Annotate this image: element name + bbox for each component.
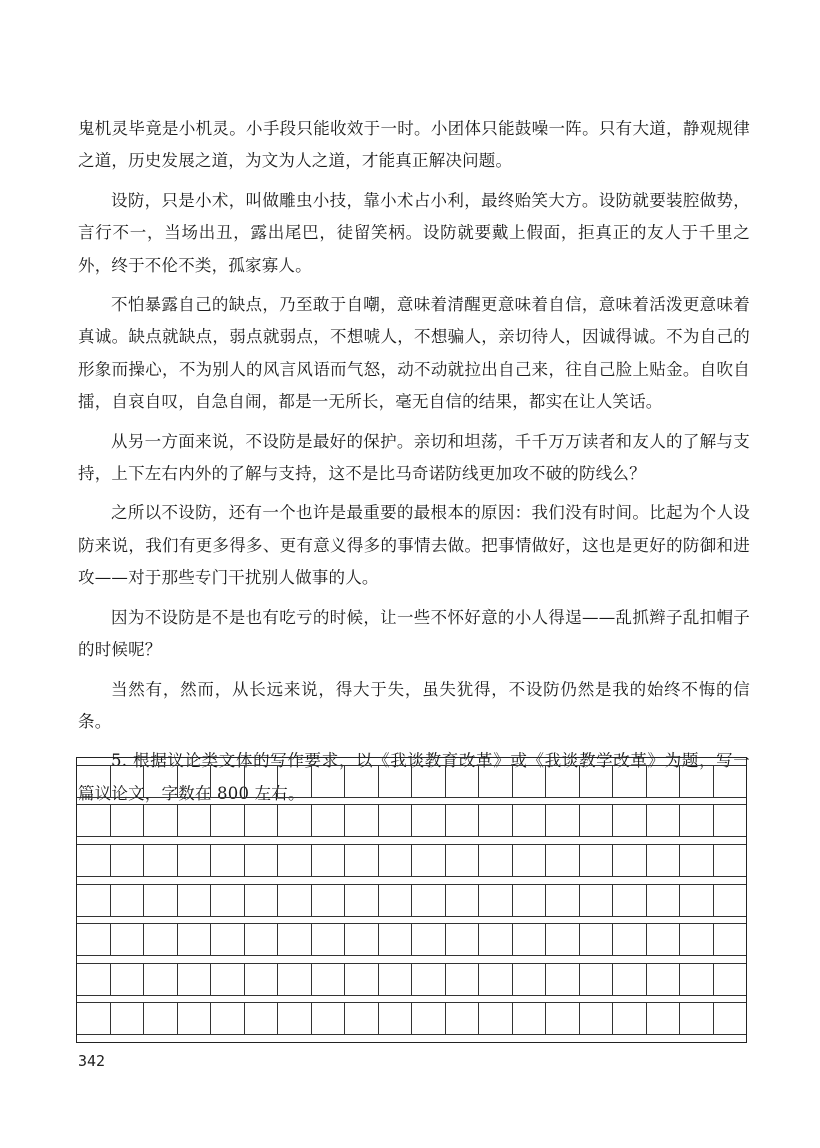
grid-cell[interactable] [77, 804, 111, 837]
grid-cell[interactable] [278, 923, 312, 956]
grid-cell[interactable] [580, 884, 614, 917]
grid-cell[interactable] [278, 884, 312, 917]
grid-cell[interactable] [178, 884, 212, 917]
grid-cell[interactable] [379, 923, 413, 956]
grid-cell[interactable] [278, 804, 312, 837]
grid-cell[interactable] [412, 1002, 446, 1035]
exercise-prompt: 5. 根据议论类文体的写作要求，以《我谈教育改革》或《我谈教学改革》为题，写一篇议论文，字数在 800 左右。 [78, 751, 750, 803]
grid-cell[interactable] [546, 923, 580, 956]
grid-cell[interactable] [446, 923, 480, 956]
grid-cell[interactable] [345, 884, 379, 917]
paragraph-4: 从另一方面来说，不设防是最好的保护。亲切和坦荡，千千万万读者和友人的了解与支持，上下左右内外的了解与支持，这不是比马奇诺防线更加攻不破的防线么？ [78, 431, 750, 484]
grid-cell[interactable] [446, 963, 480, 996]
grid-cell[interactable] [613, 804, 647, 837]
grid-cell[interactable] [613, 1002, 647, 1035]
grid-cell[interactable] [379, 1002, 413, 1035]
grid-cell[interactable] [178, 923, 212, 956]
grid-cell[interactable] [178, 844, 212, 877]
grid-cell[interactable] [144, 923, 178, 956]
grid-cell[interactable] [479, 884, 513, 917]
grid-cell[interactable] [278, 765, 312, 798]
grid-cell[interactable] [613, 963, 647, 996]
grid-cell[interactable] [245, 804, 279, 837]
grid-cell[interactable] [379, 884, 413, 917]
grid-cell[interactable] [546, 1002, 580, 1035]
paragraph-3: 不怕暴露自己的缺点，乃至敢于自嘲，意味着清醒更意味着自信，意味着活泼更意味着真诚。缺点就缺点，弱点就弱点，不想唬人，不想骗人，亲切待人，因诚得诚。不为自己的形象而操心，不为别人的风言风语而气怒，动不动就拉出自己来，往自己脸上贴金。自吹自擂，自哀自叹，自急自闹，都是一无所长，毫无自信的结果，都实在让人笑话。 [78, 295, 750, 412]
grid-cell[interactable] [479, 1002, 513, 1035]
grid-row [77, 1002, 746, 1035]
grid-cell[interactable] [144, 884, 178, 917]
grid-cell[interactable] [379, 804, 413, 837]
grid-cell[interactable] [446, 844, 480, 877]
grid-cell[interactable] [312, 1002, 346, 1035]
grid-cell[interactable] [312, 804, 346, 837]
grid-cell[interactable] [714, 765, 747, 798]
grid-cell[interactable] [647, 765, 681, 798]
grid-cell[interactable] [647, 844, 681, 877]
grid-cell[interactable] [546, 963, 580, 996]
grid-cell[interactable] [714, 1002, 747, 1035]
grid-cell[interactable] [412, 844, 446, 877]
grid-cell[interactable] [312, 765, 346, 798]
grid-cell[interactable] [312, 884, 346, 917]
grid-cell[interactable] [680, 804, 714, 837]
grid-cell[interactable] [680, 884, 714, 917]
grid-cell[interactable] [345, 765, 379, 798]
grid-cell[interactable] [680, 1002, 714, 1035]
page-number: 342 [78, 1052, 106, 1070]
grid-cell[interactable] [245, 923, 279, 956]
grid-cell[interactable] [211, 765, 245, 798]
grid-cell[interactable] [446, 1002, 480, 1035]
grid-cell[interactable] [680, 765, 714, 798]
grid-cell[interactable] [647, 884, 681, 917]
grid-cell[interactable] [446, 804, 480, 837]
grid-cell[interactable] [77, 923, 111, 956]
grid-cell[interactable] [479, 844, 513, 877]
grid-cell[interactable] [613, 765, 647, 798]
grid-cell[interactable] [580, 963, 614, 996]
grid-cell[interactable] [77, 844, 111, 877]
grid-cell[interactable] [647, 963, 681, 996]
grid-cell[interactable] [479, 765, 513, 798]
grid-cell[interactable] [714, 923, 747, 956]
grid-row [77, 804, 746, 837]
paragraph-5: 之所以不设防，还有一个也许是最重要的最根本的原因：我们没有时间。比起为个人设防来说，我们有更多得多、更有意义得多的事情去做。把事情做好，这也是更好的防御和进攻——对于那些专门干扰别人做事的人。 [78, 503, 750, 588]
grid-cell[interactable] [479, 963, 513, 996]
grid-cell[interactable] [278, 1002, 312, 1035]
grid-cell[interactable] [178, 963, 212, 996]
grid-cell[interactable] [245, 884, 279, 917]
grid-cell[interactable] [714, 844, 747, 877]
grid-cell[interactable] [546, 884, 580, 917]
grid-cell[interactable] [111, 844, 145, 877]
grid-cell[interactable] [77, 1002, 111, 1035]
grid-row [77, 844, 746, 877]
grid-cell[interactable] [412, 804, 446, 837]
grid-cell[interactable] [513, 923, 547, 956]
grid-cell[interactable] [77, 765, 111, 798]
grid-cell[interactable] [379, 963, 413, 996]
grid-cell[interactable] [513, 804, 547, 837]
grid-cell[interactable] [513, 1002, 547, 1035]
grid-cell[interactable] [446, 884, 480, 917]
grid-cell[interactable] [379, 765, 413, 798]
grid-cell[interactable] [513, 844, 547, 877]
paragraph-6: 因为不设防是不是也有吃亏的时候，让一些不怀好意的小人得逞——乱抓辫子乱扣帽子的时候呢？ [78, 607, 750, 660]
grid-cell[interactable] [546, 765, 580, 798]
grid-cell[interactable] [278, 844, 312, 877]
grid-cell[interactable] [647, 804, 681, 837]
grid-cell[interactable] [345, 844, 379, 877]
grid-cell[interactable] [613, 884, 647, 917]
grid-cell[interactable] [178, 765, 212, 798]
grid-cell[interactable] [211, 884, 245, 917]
grid-cell[interactable] [546, 844, 580, 877]
grid-cell[interactable] [144, 765, 178, 798]
grid-cell[interactable] [144, 1002, 178, 1035]
grid-cell[interactable] [580, 804, 614, 837]
grid-cell[interactable] [680, 923, 714, 956]
grid-cell[interactable] [513, 884, 547, 917]
grid-cell[interactable] [647, 923, 681, 956]
grid-cell[interactable] [580, 844, 614, 877]
grid-cell[interactable] [245, 765, 279, 798]
grid-cell[interactable] [211, 963, 245, 996]
grid-cell[interactable] [345, 963, 379, 996]
grid-row [77, 963, 746, 996]
grid-cell[interactable] [446, 765, 480, 798]
grid-cell[interactable] [211, 844, 245, 877]
writing-grid[interactable] [76, 757, 747, 1043]
grid-cell[interactable] [479, 804, 513, 837]
grid-cell[interactable] [546, 804, 580, 837]
grid-cell[interactable] [111, 923, 145, 956]
grid-cell[interactable] [513, 765, 547, 798]
grid-cell[interactable] [144, 844, 178, 877]
grid-cell[interactable] [312, 923, 346, 956]
grid-cell[interactable] [178, 1002, 212, 1035]
grid-cell[interactable] [211, 804, 245, 837]
body-text [78, 113, 750, 810]
paragraph-2: 设防，只是小术，叫做雕虫小技，靠小术占小利，最终贻笑大方。设防就要装腔做势，言行不一，当场出丑，露出尾巴，徒留笑柄。设防就要戴上假面，拒真正的友人于千里之外，终于不伦不类，孤家寡人。 [78, 190, 750, 275]
paragraph-1: 鬼机灵毕竟是小机灵。小手段只能收效于一时。小团体只能鼓噪一阵。只有大道，静观规律之道，历史发展之道，为文为人之道，才能真正解决问题。 [78, 119, 750, 171]
paragraph-7: 当然有，然而，从长远来说，得大于失，虽失犹得，不设防仍然是我的始终不悔的信条。 [78, 679, 750, 731]
grid-cell[interactable] [111, 884, 145, 917]
grid-cell[interactable] [647, 1002, 681, 1035]
grid-cell[interactable] [312, 844, 346, 877]
grid-cell[interactable] [412, 963, 446, 996]
grid-cell[interactable] [111, 804, 145, 837]
grid-row [77, 765, 746, 798]
grid-cell[interactable] [77, 884, 111, 917]
grid-row [77, 884, 746, 917]
grid-cell[interactable] [345, 923, 379, 956]
grid-cell[interactable] [245, 963, 279, 996]
grid-cell[interactable] [513, 963, 547, 996]
grid-cell[interactable] [211, 1002, 245, 1035]
grid-cell[interactable] [345, 804, 379, 837]
grid-cell[interactable] [312, 963, 346, 996]
grid-cell[interactable] [345, 1002, 379, 1035]
grid-cell[interactable] [412, 923, 446, 956]
grid-cell[interactable] [479, 923, 513, 956]
grid-cell[interactable] [379, 844, 413, 877]
grid-cell[interactable] [580, 923, 614, 956]
grid-cell[interactable] [77, 963, 111, 996]
grid-cell[interactable] [613, 923, 647, 956]
grid-cell[interactable] [111, 963, 145, 996]
grid-cell[interactable] [714, 804, 747, 837]
grid-cell[interactable] [245, 1002, 279, 1035]
grid-cell[interactable] [412, 765, 446, 798]
grid-cell[interactable] [580, 1002, 614, 1035]
grid-cell[interactable] [178, 804, 212, 837]
grid-cell[interactable] [111, 1002, 145, 1035]
grid-cell[interactable] [714, 884, 747, 917]
grid-cell[interactable] [111, 765, 145, 798]
grid-cell[interactable] [144, 963, 178, 996]
grid-cell[interactable] [580, 765, 614, 798]
grid-row [77, 923, 746, 956]
grid-cell[interactable] [245, 844, 279, 877]
grid-cell[interactable] [412, 884, 446, 917]
grid-cell[interactable] [680, 963, 714, 996]
grid-cell[interactable] [680, 844, 714, 877]
grid-cell[interactable] [144, 804, 178, 837]
grid-cell[interactable] [211, 923, 245, 956]
grid-cell[interactable] [714, 963, 747, 996]
grid-cell[interactable] [613, 844, 647, 877]
grid-cell[interactable] [278, 963, 312, 996]
